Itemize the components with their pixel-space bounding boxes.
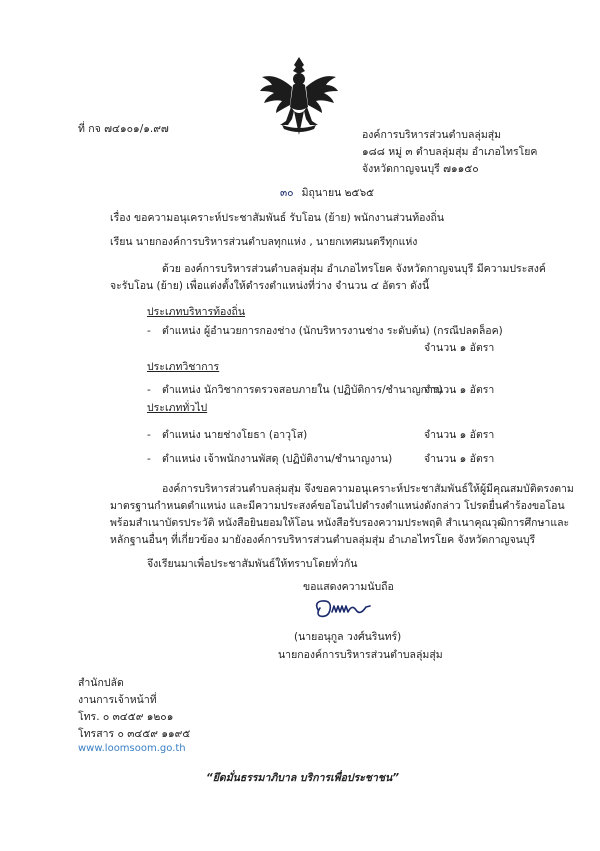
signer-name: (นายอนุกูล วงศ์นรินทร์) xyxy=(294,631,402,643)
position-count: จำนวน ๑ อัตรา xyxy=(424,453,495,465)
signer-title: นายกองค์การบริหารส่วนตำบลลุ่มสุ่ม xyxy=(278,649,443,661)
closing-request: จึงเรียนมาเพื่อประชาสัมพันธ์ให้ทราบโดยทั่วกัน xyxy=(147,558,358,570)
signature-image xyxy=(310,598,374,620)
body-line-1: องค์การบริหารส่วนตำบลลุ่มสุ่ม จึงขอความอนุเคราะห์ประชาสัมพันธ์ให้ผู้มีคุณสมบัติตรงตาม xyxy=(162,483,574,495)
footer-unit: งานการเจ้าหน้าที่ xyxy=(78,694,157,706)
section-heading-local-admin: ประเภทบริหารท้องถิ่น xyxy=(147,306,246,318)
position-count: จำนวน ๑ อัตรา xyxy=(424,384,495,396)
position-count: จำนวน ๑ อัตรา xyxy=(424,342,495,354)
body-line-3: พร้อมสำเนาบัตรประวัติ หนังสือยินยอมให้โอน หนังสือรับรองความประพฤติ สำเนาคุณวุฒิการศึกษาและ xyxy=(110,517,570,529)
footer-office: สำนักปลัด xyxy=(78,677,124,689)
position-label: ตำแหน่ง เจ้าพนักงานพัสดุ (ปฏิบัติงาน/ชำนาญงาน) xyxy=(162,453,393,465)
position-count: จำนวน ๑ อัตรา xyxy=(424,429,495,441)
position-dash: - xyxy=(147,325,151,337)
position-label: ตำแหน่ง ผู้อำนวยการกองช่าง (นักบริหารงานช่าง ระดับต้น) (กรณีปลดล็อค) xyxy=(162,325,503,337)
body-line-2: มาตรฐานกำหนดตำแหน่ง และมีความประสงค์ขอโอนไปดำรงตำแหน่งดังกล่าว โปรดยื่นคำร้องขอโอน xyxy=(110,500,565,512)
organization-name: องค์การบริหารส่วนตำบลลุ่มสุ่ม xyxy=(362,129,502,141)
document-date xyxy=(280,186,374,200)
garuda-emblem xyxy=(258,55,340,141)
body-line-4: หลักฐานอื่นๆ ที่เกี่ยวข้อง มายังองค์การบริหารส่วนตำบลลุ่มสุ่ม อำเภอไทรโยค จังหวัดกาญจนบุรี xyxy=(110,534,536,546)
address-line-2: จังหวัดกาญจนบุรี ๗๑๑๕๐ xyxy=(362,163,479,175)
closing-salutation: ขอแสดงความนับถือ xyxy=(303,581,394,593)
position-dash: - xyxy=(147,453,151,465)
document-number: ที่ กจ ๗๔๑๐๑/๑.๙๗ xyxy=(78,123,169,135)
position-dash: - xyxy=(147,429,151,441)
date-month-year: มิถุนายน ๒๕๖๕ xyxy=(301,187,375,199)
footer-fax: โทรสาร ๐ ๓๔๕๙ ๑๑๙๕ xyxy=(78,728,191,740)
date-day: ๓๐ xyxy=(280,187,294,199)
intro-line-2: จะรับโอน (ย้าย) เพื่อแต่งตั้งให้ดำรงตำแหน่งที่ว่าง จำนวน ๔ อัตรา ดังนี้ xyxy=(110,280,430,292)
position-label: ตำแหน่ง นักวิชาการตรวจสอบภายใน (ปฏิบัติการ/ชำนาญการ) xyxy=(162,384,443,396)
position-dash: - xyxy=(147,384,151,396)
intro-line-1: ด้วย องค์การบริหารส่วนตำบลลุ่มสุ่ม อำเภอไทรโยค จังหวัดกาญจนบุรี มีความประสงค์ xyxy=(162,263,546,275)
recipient-line: เรียน นายกองค์การบริหารส่วนตำบลทุกแห่ง , นายกเทศมนตรีทุกแห่ง xyxy=(110,236,418,248)
section-heading-general: ประเภททั่วไป xyxy=(147,402,208,414)
subject-line: เรื่อง ขอความอนุเคราะห์ประชาสัมพันธ์ รับโอน (ย้าย) พนักงานส่วนท้องถิ่น xyxy=(110,212,445,224)
address-line-1: ๑๘๘ หมู่ ๓ ตำบลลุ่มสุ่ม อำเภอไทรโยค xyxy=(362,146,538,158)
section-heading-academic: ประเภทวิชาการ xyxy=(147,361,220,373)
footer-phone: โทร. ๐ ๓๔๕๙ ๑๒๐๑ xyxy=(78,711,174,723)
website-link[interactable]: www.loomsoom.go.th xyxy=(78,743,186,754)
position-label: ตำแหน่ง นายช่างโยธา (อาวุโส) xyxy=(162,429,308,441)
footer-motto: “ยึดมั่นธรรมาภิบาล บริการเพื่อประชาชน” xyxy=(206,772,399,784)
